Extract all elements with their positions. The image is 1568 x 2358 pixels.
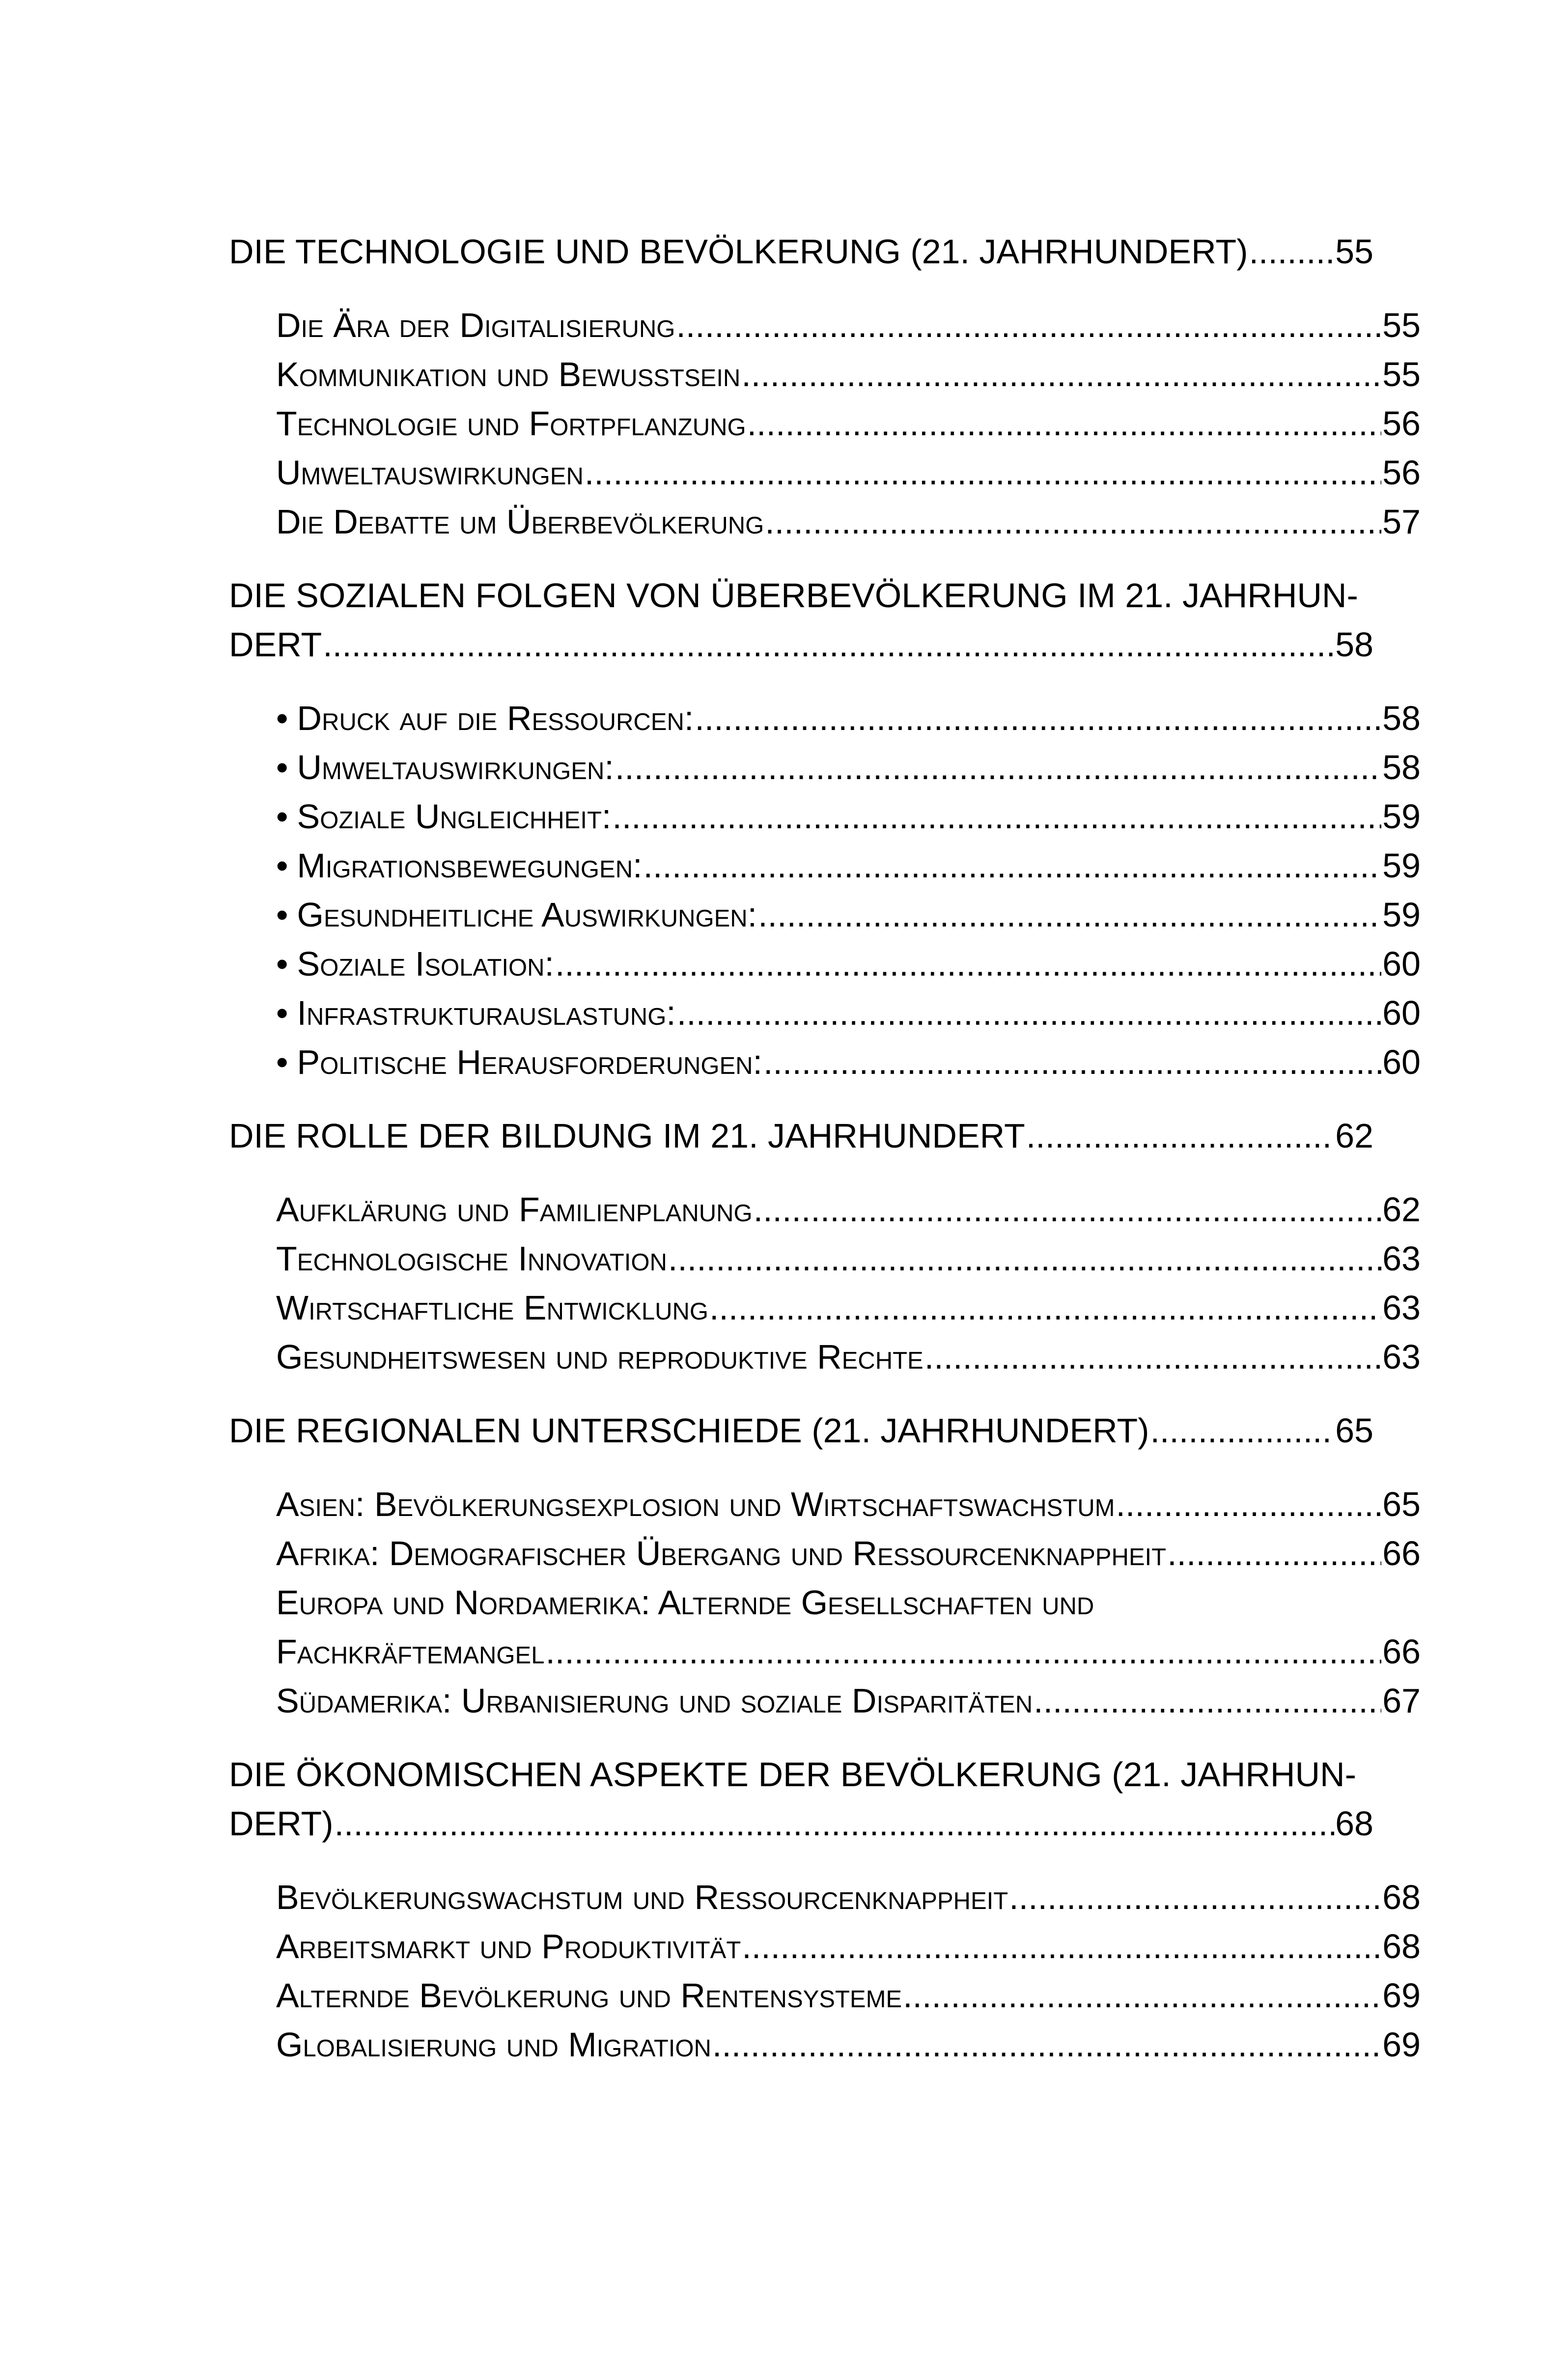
toc-page-number: 63 (1382, 1289, 1421, 1327)
toc-page-number: 66 (1382, 1632, 1421, 1671)
toc-bullet-entry[interactable] (229, 792, 1421, 841)
toc-subsection-entry[interactable] (229, 399, 1421, 448)
toc-subsection-entry[interactable] (229, 301, 1421, 350)
toc-page-number: 62 (1335, 1117, 1373, 1155)
toc-dot-leader (1034, 1676, 1381, 1725)
toc-page-number: 58 (1382, 748, 1421, 786)
toc-subsection-title: Aufklärung und Familienplanung (276, 1190, 753, 1229)
toc-subsection-entry[interactable] (229, 1332, 1421, 1381)
toc-dot-leader (677, 988, 1381, 1038)
toc-chapter-entry[interactable] (229, 1111, 1373, 1160)
toc-subsection-title: Gesundheitswesen und reproduktive Rechte (276, 1338, 924, 1376)
toc-page-number: 55 (1382, 355, 1421, 393)
toc-dot-leader (924, 1332, 1381, 1381)
toc-chapter-title: DIE REGIONALEN UNTERSCHIEDE (21. JAHRHUNDERT) (229, 1411, 1149, 1450)
toc-dot-leader (742, 1922, 1381, 1971)
toc-dot-leader (668, 1234, 1381, 1283)
toc-dot-leader (1249, 227, 1334, 276)
toc-page-number: 60 (1382, 994, 1421, 1032)
toc-dot-leader (763, 1038, 1381, 1087)
toc-subsection-list (229, 301, 1421, 546)
toc-subsection-title: Arbeitsmarkt und Produktivität (276, 1927, 741, 1965)
toc-chapter (229, 571, 1421, 1087)
toc-page-number: 68 (1382, 1878, 1421, 1916)
toc-page-number: 56 (1382, 453, 1421, 492)
toc-chapter-title: DIE TECHNOLOGIE UND BEVÖLKERUNG (21. JAHRHUNDERT) (229, 232, 1248, 271)
toc-page-number: 56 (1382, 404, 1421, 443)
toc-subsection-list (229, 694, 1421, 1087)
toc-bullet-entry[interactable] (229, 988, 1421, 1038)
toc-page-number: 59 (1382, 797, 1421, 836)
toc-page-number: 55 (1335, 232, 1373, 271)
toc-bullet-entry[interactable] (229, 841, 1421, 890)
toc-dot-leader (1167, 1529, 1381, 1578)
toc-chapter-entry[interactable] (229, 571, 1373, 669)
toc-dot-leader (709, 1283, 1381, 1332)
toc-subsection-title: Asien: Bevölkerungsexplosion und Wirtschaftswachstum (276, 1485, 1115, 1523)
toc-subsection-title: Umweltauswirkungen (276, 453, 584, 492)
toc-subsection-title: Technologie und Fortpflanzung (276, 404, 746, 443)
toc-dot-leader (903, 1971, 1381, 2020)
toc-dot-leader (765, 497, 1381, 546)
toc-chapter (229, 1406, 1421, 1725)
toc-page-number: 66 (1382, 1534, 1421, 1572)
toc-subsection-title: Kommunikation und Bewusstsein (276, 355, 741, 393)
toc-chapter-title-line2: DERT) (229, 1804, 334, 1843)
toc-dot-leader (335, 1799, 1335, 1848)
toc-page-number: 58 (1382, 699, 1421, 737)
toc-page-number: 60 (1382, 1043, 1421, 1081)
toc-chapter-title: DIE ROLLE DER BILDUNG IM 21. JAHRHUNDERT (229, 1117, 1025, 1155)
toc-subsection-title: Umweltauswirkungen: (297, 748, 614, 786)
toc-subsection-entry[interactable] (229, 350, 1421, 399)
toc-chapter (229, 1750, 1421, 2069)
bullet-icon: • (276, 846, 288, 885)
toc-subsection-title: Migrationsbewegungen: (297, 846, 643, 885)
toc-subsection-title-line1: Europa und Nordamerika: Alternde Gesellschaften und (276, 1583, 1094, 1622)
toc-subsection-title: Die Ära der Digitalisierung (276, 306, 675, 344)
toc-subsection-title: Soziale Isolation: (297, 945, 554, 983)
toc-page-number: 67 (1382, 1682, 1421, 1720)
toc-dot-leader (712, 2020, 1381, 2069)
toc-subsection-title: Wirtschaftliche Entwicklung (276, 1289, 708, 1327)
toc-subsection-title: Globalisierung und Migration (276, 2025, 711, 2064)
toc-dot-leader (545, 1627, 1381, 1676)
toc-subsection-title: Politische Herausforderungen: (297, 1043, 762, 1081)
bullet-icon: • (276, 945, 288, 983)
toc-dot-leader (754, 1185, 1381, 1234)
toc-bullet-entry[interactable] (229, 1038, 1421, 1087)
toc-subsection-list (229, 1185, 1421, 1381)
toc-dot-leader (747, 399, 1382, 448)
toc-subsection-title: Die Debatte um Überbevölkerung (276, 503, 764, 541)
toc-chapter-title-line2: DERT (229, 625, 322, 664)
toc-subsection-entry[interactable] (229, 1529, 1421, 1578)
toc-page-number: 59 (1382, 846, 1421, 885)
toc-chapter-title-line1: DIE ÖKONOMISCHEN ASPEKTE DER BEVÖLKERUNG (21. JAHRHUN- (229, 1755, 1356, 1794)
toc-dot-leader (1009, 1873, 1381, 1922)
toc-page-number: 69 (1382, 1976, 1421, 2015)
toc-subsection-entry[interactable] (229, 1234, 1421, 1283)
toc-dot-leader (758, 890, 1381, 939)
toc-dot-leader (1026, 1111, 1334, 1160)
toc-subsection-entry[interactable] (229, 1480, 1421, 1529)
toc-page-number: 58 (1335, 625, 1373, 664)
toc-page-number: 59 (1382, 896, 1421, 934)
bullet-icon: • (276, 994, 288, 1032)
toc-bullet-entry[interactable] (229, 890, 1421, 939)
toc-dot-leader (1150, 1406, 1334, 1455)
toc-subsection-list (229, 1480, 1421, 1725)
toc-dot-leader (741, 350, 1381, 399)
toc-subsection-entry[interactable] (229, 1283, 1421, 1332)
toc-subsection-entry[interactable] (229, 1922, 1421, 1971)
toc-page-number: 57 (1382, 503, 1421, 541)
toc-subsection-title-line2: Fachkräftemangel (276, 1632, 545, 1671)
toc-page-number: 68 (1382, 1927, 1421, 1965)
toc-chapter-entry[interactable] (229, 1406, 1373, 1455)
toc-subsection-title: Druck auf die Ressourcen: (297, 699, 694, 737)
toc-dot-leader (644, 841, 1382, 890)
toc-subsection-entry[interactable] (229, 2020, 1421, 2069)
bullet-icon: • (276, 797, 288, 836)
toc-subsection-entry[interactable] (229, 1971, 1421, 2020)
toc-dot-leader (615, 743, 1381, 792)
toc-dot-leader (323, 620, 1334, 669)
toc-dot-leader (612, 792, 1381, 841)
toc-page-number: 60 (1382, 945, 1421, 983)
toc-dot-leader (676, 301, 1381, 350)
toc-chapter-entry[interactable] (229, 227, 1373, 276)
toc-subsection-title: Infrastrukturauslastung: (297, 994, 676, 1032)
toc-bullet-entry[interactable] (229, 694, 1421, 743)
toc-subsection-title: Soziale Ungleichheit: (297, 797, 612, 836)
toc-subsection-title: Afrika: Demografischer Übergang und Ressourcenknappheit (276, 1534, 1167, 1572)
toc-subsection-title: Technologische Innovation (276, 1239, 667, 1278)
toc-page-number: 69 (1382, 2025, 1421, 2064)
toc-page-number: 63 (1382, 1239, 1421, 1278)
toc-page-number: 68 (1335, 1804, 1373, 1843)
toc-page-number: 62 (1382, 1190, 1421, 1229)
toc-subsection-entry[interactable] (229, 448, 1421, 497)
bullet-icon: • (276, 1043, 288, 1081)
bullet-icon: • (276, 896, 288, 934)
toc-subsection-entry[interactable] (229, 497, 1421, 546)
toc-page-number: 55 (1382, 306, 1421, 344)
toc-subsection-entry[interactable] (229, 1676, 1421, 1725)
table-of-contents (229, 227, 1421, 2094)
toc-dot-leader (1116, 1480, 1381, 1529)
toc-chapter-entry[interactable] (229, 1750, 1373, 1848)
toc-dot-leader (585, 448, 1381, 497)
bullet-icon: • (276, 748, 288, 786)
toc-bullet-entry[interactable] (229, 743, 1421, 792)
toc-subsection-title: Bevölkerungswachstum und Ressourcenknappheit (276, 1878, 1008, 1916)
toc-dot-leader (555, 939, 1381, 988)
toc-subsection-entry[interactable] (229, 1873, 1421, 1922)
toc-subsection-title: Alternde Bevölkerung und Rentensysteme (276, 1976, 902, 2015)
toc-subsection-title: Gesundheitliche Auswirkungen: (297, 896, 757, 934)
toc-subsection-list (229, 1873, 1421, 2069)
toc-page-number: 65 (1335, 1411, 1373, 1450)
toc-dot-leader (695, 694, 1381, 743)
toc-subsection-entry[interactable] (229, 1578, 1421, 1676)
toc-chapter-title-line1: DIE SOZIALEN FOLGEN VON ÜBERBEVÖLKERUNG IM 21. JAHRHUN- (229, 576, 1358, 615)
toc-subsection-title: Südamerika: Urbanisierung und soziale Disparitäten (276, 1682, 1033, 1720)
bullet-icon: • (276, 699, 288, 737)
toc-subsection-entry[interactable] (229, 1185, 1421, 1234)
toc-page-number: 63 (1382, 1338, 1421, 1376)
toc-bullet-entry[interactable] (229, 939, 1421, 988)
toc-chapter (229, 227, 1421, 546)
toc-page-number: 65 (1382, 1485, 1421, 1523)
toc-chapter (229, 1111, 1421, 1381)
